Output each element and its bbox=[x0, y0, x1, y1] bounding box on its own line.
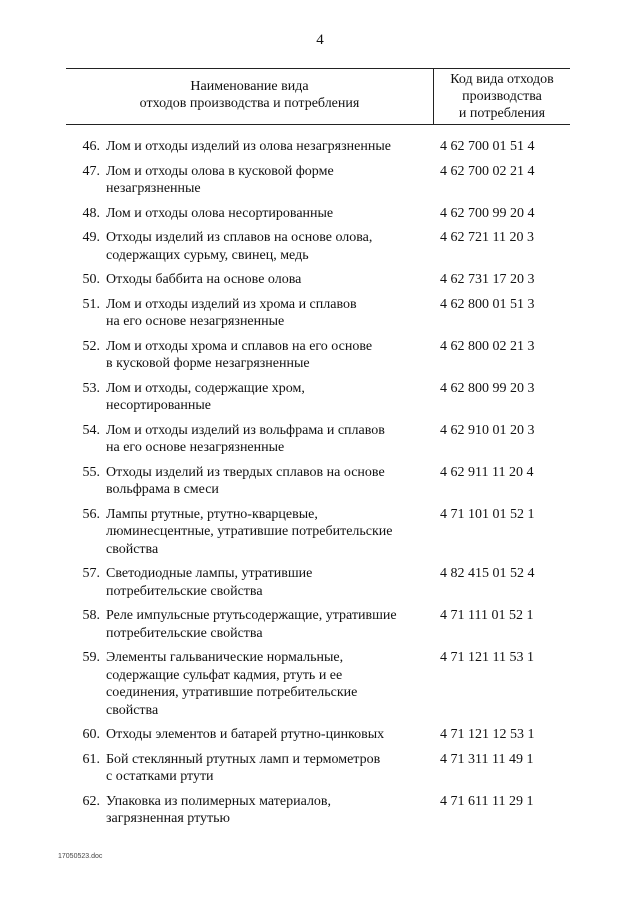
waste-type-name: Лом и отходы, содержащие хром, несортированные bbox=[106, 380, 305, 413]
row-number: 54. bbox=[82, 422, 100, 438]
table-row bbox=[0, 649, 640, 719]
waste-type-name: Реле импульсные ртутьсодержащие, утратившие потребительские свойства bbox=[106, 608, 397, 641]
waste-type-code: 4 71 101 01 52 1 bbox=[440, 506, 535, 522]
waste-type-code: 4 62 800 99 20 3 bbox=[440, 380, 535, 396]
waste-type-code: 4 62 721 11 20 3 bbox=[440, 230, 534, 245]
table-row bbox=[0, 271, 640, 289]
waste-type-code: 4 62 800 02 21 3 bbox=[440, 338, 535, 354]
table-row bbox=[0, 229, 640, 264]
waste-type-name: Элементы гальванические нормальные, содержащие сульфат кадмия, ртуть и ее соединения, утратившие потребительские свойства bbox=[106, 650, 358, 718]
table-row bbox=[0, 726, 640, 744]
column-header-name: Наименование вида отходов производства и потребления bbox=[139, 79, 360, 111]
waste-type-code: 4 62 700 02 21 4 bbox=[440, 163, 535, 179]
waste-type-name: Светодиодные лампы, утратившие потребительские свойства bbox=[106, 566, 313, 599]
table-row bbox=[0, 138, 640, 156]
footer-file-name: 17050523.doc bbox=[58, 853, 103, 860]
waste-type-name: Упаковка из полимерных материалов, загрязненная ртутью bbox=[106, 793, 332, 826]
waste-type-code: 4 82 415 01 52 4 bbox=[440, 566, 535, 581]
waste-table-body bbox=[0, 138, 640, 835]
waste-type-name: Лом и отходы изделий из олова незагрязненные bbox=[106, 139, 391, 154]
waste-type-code: 4 62 700 99 20 4 bbox=[440, 205, 535, 221]
waste-type-code: 4 62 700 01 51 4 bbox=[440, 139, 535, 154]
row-number: 51. bbox=[82, 296, 100, 312]
waste-type-name: Бой стеклянный ртутных ламп и термометров с остатками ртути bbox=[106, 751, 381, 784]
table-header-bottom-rule bbox=[66, 124, 570, 125]
waste-type-code: 4 62 731 17 20 3 bbox=[440, 272, 535, 287]
table-row bbox=[0, 422, 640, 457]
waste-type-code: 4 71 111 01 52 1 bbox=[440, 608, 534, 623]
table-row bbox=[0, 793, 640, 828]
row-number: 60. bbox=[82, 727, 100, 742]
column-header-code: Код вида отходов производства и потребления bbox=[450, 72, 554, 121]
waste-type-name: Лом и отходы олова несортированные bbox=[106, 205, 334, 221]
table-row bbox=[0, 296, 640, 331]
table-row bbox=[0, 464, 640, 499]
table-row bbox=[0, 205, 640, 223]
table-row bbox=[0, 506, 640, 559]
table-row bbox=[0, 380, 640, 415]
waste-type-code: 4 71 311 11 49 1 bbox=[440, 751, 534, 767]
row-number: 46. bbox=[82, 139, 100, 154]
row-number: 58. bbox=[82, 608, 100, 623]
row-number: 47. bbox=[82, 163, 100, 179]
table-row bbox=[0, 163, 640, 198]
waste-type-name: Отходы баббита на основе олова bbox=[106, 272, 302, 287]
row-number: 59. bbox=[82, 650, 100, 665]
waste-type-name: Лом и отходы олова в кусковой форме незагрязненные bbox=[106, 163, 334, 196]
row-number: 62. bbox=[82, 793, 100, 809]
waste-type-name: Лом и отходы изделий из хрома и сплавов на его основе незагрязненные bbox=[106, 296, 357, 329]
waste-type-code: 4 62 911 11 20 4 bbox=[440, 464, 534, 480]
row-number: 53. bbox=[82, 380, 100, 396]
waste-type-code: 4 62 800 01 51 3 bbox=[440, 296, 535, 312]
row-number: 55. bbox=[82, 464, 100, 480]
table-row bbox=[0, 338, 640, 373]
waste-type-name: Лампы ртутные, ртутно-кварцевые, люминесцентные, утратившие потребительские свойства bbox=[106, 506, 393, 557]
table-row bbox=[0, 607, 640, 642]
waste-type-code: 4 71 611 11 29 1 bbox=[440, 793, 534, 809]
waste-type-name: Лом и отходы хрома и сплавов на его основе в кусковой форме незагрязненные bbox=[106, 338, 373, 371]
row-number: 56. bbox=[82, 506, 100, 522]
row-number: 48. bbox=[82, 205, 100, 221]
waste-type-name: Отходы изделий из сплавов на основе олова, содержащих сурьму, свинец, медь bbox=[106, 230, 373, 263]
row-number: 52. bbox=[82, 338, 100, 354]
waste-type-name: Отходы изделий из твердых сплавов на основе вольфрама в смеси bbox=[106, 464, 385, 497]
row-number: 57. bbox=[82, 566, 100, 581]
table-row bbox=[0, 751, 640, 786]
waste-type-code: 4 71 121 12 53 1 bbox=[440, 727, 535, 742]
waste-type-name: Отходы элементов и батарей ртутно-цинковых bbox=[106, 727, 385, 742]
waste-type-code: 4 71 121 11 53 1 bbox=[440, 650, 534, 665]
table-header-top-rule bbox=[66, 68, 570, 69]
waste-type-code: 4 62 910 01 20 3 bbox=[440, 422, 535, 438]
waste-type-name: Лом и отходы изделий из вольфрама и сплавов на его основе незагрязненные bbox=[106, 422, 385, 455]
row-number: 61. bbox=[82, 751, 100, 767]
page-number: 4 bbox=[316, 32, 324, 48]
row-number: 50. bbox=[82, 272, 100, 287]
row-number: 49. bbox=[82, 230, 100, 245]
table-row bbox=[0, 565, 640, 600]
